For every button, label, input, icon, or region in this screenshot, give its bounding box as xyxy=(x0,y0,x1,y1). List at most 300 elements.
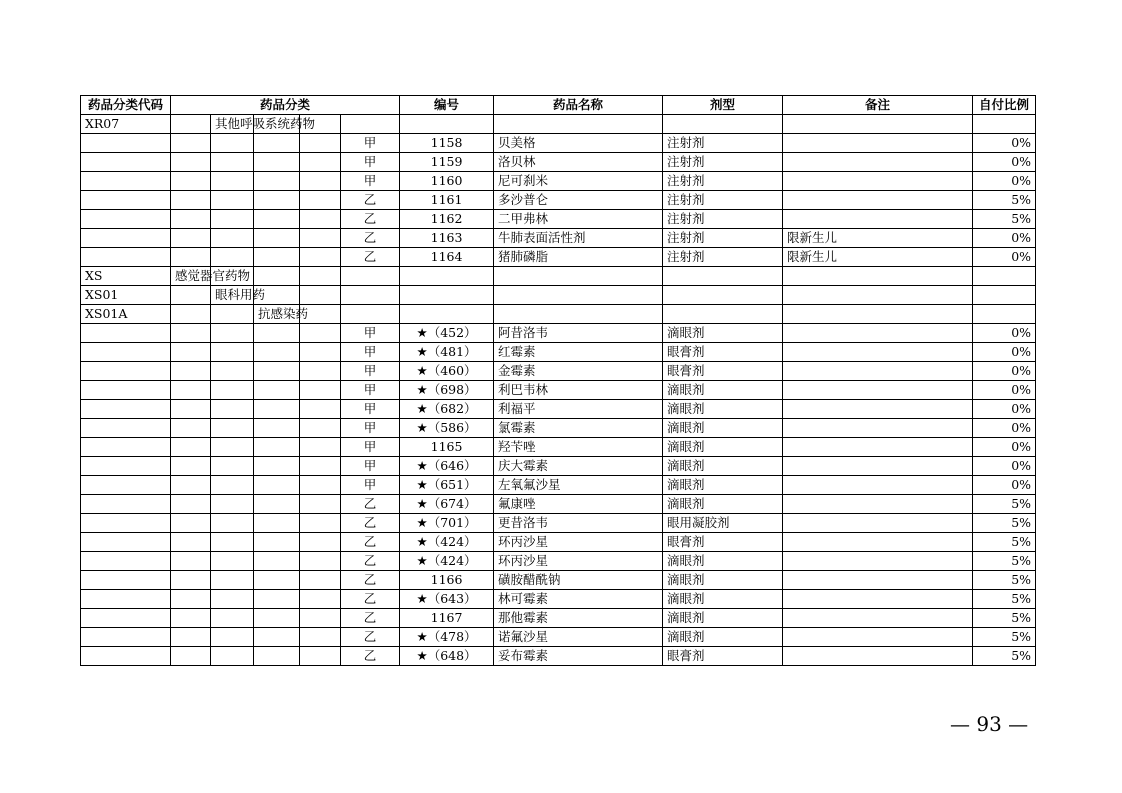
table-row xyxy=(81,286,1036,305)
cell-number: ★（648） xyxy=(400,647,494,666)
cell-number: ★（651） xyxy=(400,476,494,495)
cell-remark xyxy=(783,400,973,419)
cell-dosage-form xyxy=(663,286,783,305)
cell-ratio: 0% xyxy=(973,438,1036,457)
cell-category-l1 xyxy=(171,571,211,590)
cell-number: ★（643） xyxy=(400,590,494,609)
cell-category-l3 xyxy=(254,191,300,210)
cell-number: ★（460） xyxy=(400,362,494,381)
cell-ratio xyxy=(973,267,1036,286)
cell-code xyxy=(81,552,171,571)
cell-category-l1 xyxy=(171,134,211,153)
cell-category-l2 xyxy=(211,609,254,628)
cell-grade: 乙 xyxy=(341,514,400,533)
cell-ratio: 5% xyxy=(973,609,1036,628)
cell-remark xyxy=(783,115,973,134)
cell-category-l4 xyxy=(300,457,341,476)
cell-code xyxy=(81,647,171,666)
table-row xyxy=(81,400,1036,419)
cell-category-l1 xyxy=(171,343,211,362)
cell-category-l2 xyxy=(211,533,254,552)
cell-code xyxy=(81,495,171,514)
cell-drug-name xyxy=(494,267,663,286)
cell-category-l3 xyxy=(254,628,300,647)
cell-drug-name: 猪肺磷脂 xyxy=(494,248,663,267)
cell-grade: 甲 xyxy=(341,400,400,419)
cell-ratio: 5% xyxy=(973,210,1036,229)
cell-grade: 乙 xyxy=(341,552,400,571)
table-header-row xyxy=(81,96,1036,115)
cell-dosage-form: 注射剂 xyxy=(663,210,783,229)
cell-code xyxy=(81,628,171,647)
cell-category-l2 xyxy=(211,343,254,362)
cell-number: 1162 xyxy=(400,210,494,229)
cell-ratio: 5% xyxy=(973,552,1036,571)
cell-grade xyxy=(341,286,400,305)
cell-number xyxy=(400,305,494,324)
cell-grade: 乙 xyxy=(341,647,400,666)
cell-number: 1166 xyxy=(400,571,494,590)
cell-category-l2 xyxy=(211,590,254,609)
cell-category-l3 xyxy=(254,400,300,419)
cell-code xyxy=(81,362,171,381)
cell-category-l4 xyxy=(300,210,341,229)
cell-category-l4 xyxy=(300,419,341,438)
cell-code xyxy=(81,590,171,609)
cell-code xyxy=(81,324,171,343)
cell-dosage-form: 滴眼剂 xyxy=(663,628,783,647)
cell-number: ★（646） xyxy=(400,457,494,476)
cell-ratio: 0% xyxy=(973,419,1036,438)
cell-ratio: 0% xyxy=(973,343,1036,362)
cell-category-l4 xyxy=(300,533,341,552)
cell-category-l1 xyxy=(171,324,211,343)
cell-dosage-form: 滴眼剂 xyxy=(663,571,783,590)
cell-category-l1 xyxy=(171,609,211,628)
cell-ratio xyxy=(973,305,1036,324)
table-row xyxy=(81,305,1036,324)
cell-remark xyxy=(783,191,973,210)
cell-dosage-form: 眼膏剂 xyxy=(663,343,783,362)
cell-category-l4 xyxy=(300,552,341,571)
cell-category-l1 xyxy=(171,628,211,647)
cell-number: ★（478） xyxy=(400,628,494,647)
cell-category-l1 xyxy=(171,115,211,134)
table-row xyxy=(81,495,1036,514)
cell-drug-name: 二甲弗林 xyxy=(494,210,663,229)
cell-ratio: 5% xyxy=(973,514,1036,533)
cell-remark xyxy=(783,153,973,172)
cell-ratio: 0% xyxy=(973,400,1036,419)
cell-code xyxy=(81,229,171,248)
cell-category-l1 xyxy=(171,362,211,381)
cell-category-l3 xyxy=(254,115,300,134)
cell-category-l3 xyxy=(254,438,300,457)
table-row xyxy=(81,324,1036,343)
cell-code xyxy=(81,343,171,362)
cell-drug-name: 诺氟沙星 xyxy=(494,628,663,647)
cell-category-l4 xyxy=(300,495,341,514)
cell-drug-name: 阿昔洛韦 xyxy=(494,324,663,343)
cell-category-l1 xyxy=(171,438,211,457)
cell-remark xyxy=(783,305,973,324)
cell-category-l2 xyxy=(211,457,254,476)
cell-category-l1 xyxy=(171,305,211,324)
table-row xyxy=(81,628,1036,647)
cell-category-l3 xyxy=(254,172,300,191)
cell-number: ★（424） xyxy=(400,552,494,571)
cell-category-l2 xyxy=(211,495,254,514)
cell-number: 1160 xyxy=(400,172,494,191)
cell-number: ★（452） xyxy=(400,324,494,343)
cell-drug-name xyxy=(494,286,663,305)
cell-ratio: 0% xyxy=(973,362,1036,381)
cell-ratio: 0% xyxy=(973,229,1036,248)
cell-category-l1 xyxy=(171,495,211,514)
cell-category-l4 xyxy=(300,362,341,381)
cell-category-l3 xyxy=(254,229,300,248)
cell-dosage-form: 注射剂 xyxy=(663,229,783,248)
cell-number xyxy=(400,115,494,134)
cell-remark xyxy=(783,457,973,476)
cell-category-l2 xyxy=(211,552,254,571)
header-number: 编号 xyxy=(400,96,494,115)
cell-code xyxy=(81,191,171,210)
cell-category-l3 xyxy=(254,324,300,343)
cell-category-l1: 感觉器官药物 xyxy=(171,267,211,286)
cell-code xyxy=(81,210,171,229)
cell-category-l4 xyxy=(300,571,341,590)
table-row xyxy=(81,267,1036,286)
cell-code xyxy=(81,438,171,457)
cell-dosage-form: 滴眼剂 xyxy=(663,590,783,609)
cell-category-l3 xyxy=(254,362,300,381)
cell-drug-name: 多沙普仑 xyxy=(494,191,663,210)
cell-category-l1 xyxy=(171,457,211,476)
table-row xyxy=(81,457,1036,476)
cell-dosage-form xyxy=(663,305,783,324)
cell-category-l4 xyxy=(300,590,341,609)
cell-ratio: 0% xyxy=(973,134,1036,153)
cell-category-l1 xyxy=(171,248,211,267)
cell-remark xyxy=(783,533,973,552)
header-ratio: 自付比例 xyxy=(973,96,1036,115)
cell-category-l3 xyxy=(254,248,300,267)
cell-number: 1159 xyxy=(400,153,494,172)
cell-grade: 乙 xyxy=(341,571,400,590)
cell-grade: 乙 xyxy=(341,229,400,248)
cell-category-l4 xyxy=(300,229,341,248)
cell-grade: 甲 xyxy=(341,419,400,438)
cell-number: ★（586） xyxy=(400,419,494,438)
cell-category-l2 xyxy=(211,172,254,191)
cell-grade: 乙 xyxy=(341,590,400,609)
cell-drug-name: 那他霉素 xyxy=(494,609,663,628)
cell-code xyxy=(81,400,171,419)
cell-code xyxy=(81,476,171,495)
cell-remark xyxy=(783,362,973,381)
cell-code xyxy=(81,419,171,438)
cell-number: 1158 xyxy=(400,134,494,153)
cell-category-l3 xyxy=(254,533,300,552)
table-row xyxy=(81,419,1036,438)
cell-category-l4 xyxy=(300,134,341,153)
cell-drug-name: 贝美格 xyxy=(494,134,663,153)
cell-category-l1 xyxy=(171,533,211,552)
cell-grade: 甲 xyxy=(341,324,400,343)
cell-category-l4 xyxy=(300,609,341,628)
cell-ratio: 5% xyxy=(973,628,1036,647)
cell-category-l1 xyxy=(171,552,211,571)
cell-drug-name: 牛肺表面活性剂 xyxy=(494,229,663,248)
cell-remark xyxy=(783,324,973,343)
header-category: 药品分类 xyxy=(171,96,400,115)
cell-number: ★（481） xyxy=(400,343,494,362)
cell-category-l3 xyxy=(254,514,300,533)
cell-drug-name: 红霉素 xyxy=(494,343,663,362)
cell-category-l4 xyxy=(300,324,341,343)
cell-category-l1 xyxy=(171,153,211,172)
cell-code xyxy=(81,533,171,552)
cell-drug-name: 氟康唑 xyxy=(494,495,663,514)
cell-remark xyxy=(783,476,973,495)
cell-category-l3 xyxy=(254,457,300,476)
cell-category-l4 xyxy=(300,628,341,647)
cell-ratio xyxy=(973,286,1036,305)
cell-remark xyxy=(783,495,973,514)
cell-dosage-form: 滴眼剂 xyxy=(663,400,783,419)
table-row xyxy=(81,514,1036,533)
cell-grade: 甲 xyxy=(341,172,400,191)
cell-remark xyxy=(783,172,973,191)
cell-category-l2 xyxy=(211,153,254,172)
cell-ratio: 5% xyxy=(973,590,1036,609)
cell-dosage-form: 眼膏剂 xyxy=(663,362,783,381)
cell-code xyxy=(81,248,171,267)
table-row xyxy=(81,552,1036,571)
cell-ratio: 5% xyxy=(973,533,1036,552)
cell-remark xyxy=(783,514,973,533)
cell-category-l3 xyxy=(254,153,300,172)
cell-category-l2 xyxy=(211,628,254,647)
cell-grade: 甲 xyxy=(341,438,400,457)
cell-category-l3 xyxy=(254,571,300,590)
cell-category-l4 xyxy=(300,267,341,286)
cell-ratio: 0% xyxy=(973,381,1036,400)
cell-category-l2 xyxy=(211,229,254,248)
cell-category-l3 xyxy=(254,609,300,628)
cell-remark xyxy=(783,210,973,229)
cell-drug-name: 左氧氟沙星 xyxy=(494,476,663,495)
cell-category-l3 xyxy=(254,476,300,495)
table-row xyxy=(81,438,1036,457)
cell-grade: 甲 xyxy=(341,381,400,400)
cell-dosage-form: 注射剂 xyxy=(663,191,783,210)
cell-category-l2 xyxy=(211,571,254,590)
cell-category-l4 xyxy=(300,248,341,267)
cell-remark xyxy=(783,590,973,609)
cell-category-l1 xyxy=(171,476,211,495)
cell-drug-name xyxy=(494,305,663,324)
cell-category-l1 xyxy=(171,647,211,666)
cell-dosage-form: 注射剂 xyxy=(663,134,783,153)
cell-code xyxy=(81,457,171,476)
table-row xyxy=(81,381,1036,400)
cell-grade: 甲 xyxy=(341,343,400,362)
cell-category-l4 xyxy=(300,343,341,362)
cell-drug-name: 利巴韦林 xyxy=(494,381,663,400)
cell-category-l1 xyxy=(171,172,211,191)
table-row xyxy=(81,362,1036,381)
cell-grade: 甲 xyxy=(341,362,400,381)
cell-ratio: 5% xyxy=(973,571,1036,590)
cell-number: 1161 xyxy=(400,191,494,210)
cell-code xyxy=(81,571,171,590)
cell-drug-name: 庆大霉素 xyxy=(494,457,663,476)
cell-dosage-form: 滴眼剂 xyxy=(663,438,783,457)
cell-remark xyxy=(783,552,973,571)
cell-dosage-form: 滴眼剂 xyxy=(663,457,783,476)
cell-category-l1 xyxy=(171,286,211,305)
cell-code xyxy=(81,172,171,191)
cell-number: ★（698） xyxy=(400,381,494,400)
cell-remark xyxy=(783,381,973,400)
cell-category-l4 xyxy=(300,191,341,210)
cell-ratio: 0% xyxy=(973,457,1036,476)
table-row xyxy=(81,229,1036,248)
cell-drug-name: 林可霉素 xyxy=(494,590,663,609)
cell-grade: 甲 xyxy=(341,134,400,153)
cell-dosage-form: 注射剂 xyxy=(663,153,783,172)
table-row xyxy=(81,210,1036,229)
page-number: — 93 — xyxy=(950,712,1029,736)
cell-dosage-form: 眼用凝胶剂 xyxy=(663,514,783,533)
cell-grade xyxy=(341,115,400,134)
cell-ratio: 0% xyxy=(973,476,1036,495)
cell-number: 1164 xyxy=(400,248,494,267)
cell-category-l3 xyxy=(254,590,300,609)
cell-category-l3 xyxy=(254,134,300,153)
cell-ratio xyxy=(973,115,1036,134)
cell-grade: 乙 xyxy=(341,533,400,552)
table-row xyxy=(81,571,1036,590)
cell-grade: 乙 xyxy=(341,191,400,210)
cell-drug-name: 磺胺醋酰钠 xyxy=(494,571,663,590)
table-row xyxy=(81,590,1036,609)
table-row xyxy=(81,647,1036,666)
cell-category-l4 xyxy=(300,400,341,419)
cell-category-l2 xyxy=(211,514,254,533)
cell-code xyxy=(81,514,171,533)
cell-category-l1 xyxy=(171,191,211,210)
table-row xyxy=(81,533,1036,552)
cell-remark xyxy=(783,134,973,153)
cell-category-l2 xyxy=(211,305,254,324)
cell-grade xyxy=(341,267,400,286)
cell-remark xyxy=(783,343,973,362)
cell-ratio: 0% xyxy=(973,153,1036,172)
cell-drug-name: 金霉素 xyxy=(494,362,663,381)
cell-dosage-form: 眼膏剂 xyxy=(663,647,783,666)
cell-dosage-form: 滴眼剂 xyxy=(663,381,783,400)
cell-drug-name: 环丙沙星 xyxy=(494,533,663,552)
drug-table xyxy=(80,95,1036,666)
cell-category-l1 xyxy=(171,590,211,609)
cell-number: 1163 xyxy=(400,229,494,248)
table-row xyxy=(81,153,1036,172)
cell-dosage-form: 注射剂 xyxy=(663,172,783,191)
cell-category-l3 xyxy=(254,552,300,571)
cell-ratio: 5% xyxy=(973,495,1036,514)
cell-category-l2 xyxy=(211,362,254,381)
cell-category-l3 xyxy=(254,381,300,400)
cell-dosage-form: 滴眼剂 xyxy=(663,476,783,495)
cell-code xyxy=(81,134,171,153)
cell-code: XS01A xyxy=(81,305,171,324)
table-row xyxy=(81,191,1036,210)
header-code: 药品分类代码 xyxy=(81,96,171,115)
cell-category-l2 xyxy=(211,191,254,210)
table-row xyxy=(81,248,1036,267)
cell-dosage-form xyxy=(663,115,783,134)
cell-code: XR07 xyxy=(81,115,171,134)
cell-drug-name xyxy=(494,115,663,134)
cell-category-l2 xyxy=(211,438,254,457)
cell-number: 1165 xyxy=(400,438,494,457)
cell-drug-name: 更昔洛韦 xyxy=(494,514,663,533)
cell-ratio: 5% xyxy=(973,191,1036,210)
cell-category-l2 xyxy=(211,647,254,666)
cell-grade: 乙 xyxy=(341,609,400,628)
table-row xyxy=(81,172,1036,191)
cell-category-l1 xyxy=(171,419,211,438)
cell-category-l3 xyxy=(254,286,300,305)
cell-dosage-form xyxy=(663,267,783,286)
cell-category-l2: 其他呼吸系统药物 xyxy=(211,115,254,134)
cell-drug-name: 利福平 xyxy=(494,400,663,419)
cell-category-l4 xyxy=(300,476,341,495)
cell-grade: 甲 xyxy=(341,476,400,495)
cell-remark xyxy=(783,628,973,647)
cell-grade: 乙 xyxy=(341,628,400,647)
cell-code xyxy=(81,153,171,172)
cell-number xyxy=(400,267,494,286)
cell-number: ★（674） xyxy=(400,495,494,514)
cell-drug-name: 环丙沙星 xyxy=(494,552,663,571)
cell-category-l2 xyxy=(211,267,254,286)
cell-category-l4 xyxy=(300,514,341,533)
table-row xyxy=(81,134,1036,153)
cell-drug-name: 氯霉素 xyxy=(494,419,663,438)
cell-dosage-form: 滴眼剂 xyxy=(663,552,783,571)
cell-category-l3 xyxy=(254,343,300,362)
cell-number xyxy=(400,286,494,305)
cell-category-l2 xyxy=(211,419,254,438)
cell-number: 1167 xyxy=(400,609,494,628)
cell-code: XS xyxy=(81,267,171,286)
header-form: 剂型 xyxy=(663,96,783,115)
cell-category-l3 xyxy=(254,267,300,286)
table-row xyxy=(81,609,1036,628)
cell-category-l4 xyxy=(300,172,341,191)
cell-category-l3: 抗感染药 xyxy=(254,305,300,324)
cell-grade: 甲 xyxy=(341,457,400,476)
cell-category-l1 xyxy=(171,229,211,248)
cell-remark xyxy=(783,438,973,457)
cell-grade: 乙 xyxy=(341,210,400,229)
cell-number: ★（424） xyxy=(400,533,494,552)
cell-drug-name: 尼可刹米 xyxy=(494,172,663,191)
